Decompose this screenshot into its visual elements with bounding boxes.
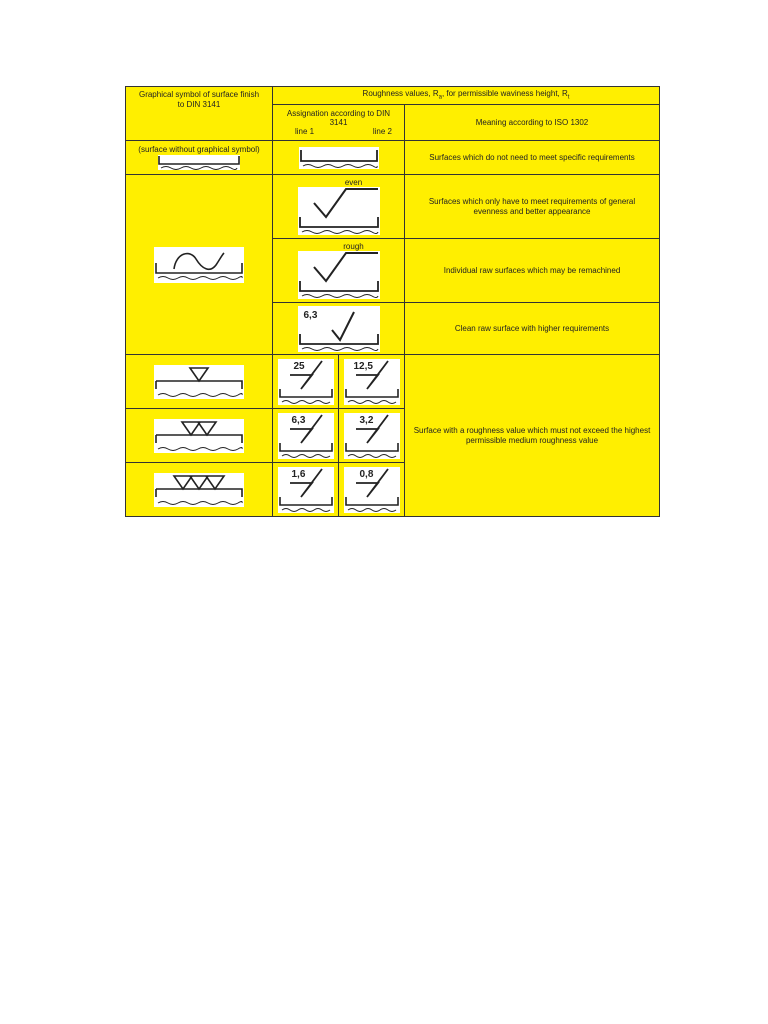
unmachined-symbol-cell — [126, 175, 273, 355]
plain-surface-icon — [158, 155, 240, 170]
r3-meaning: Individual raw surfaces which may be remachined — [405, 239, 660, 303]
r5-line1-value: 25 — [293, 360, 305, 372]
roughness-sub-t: t — [567, 94, 570, 101]
r5-line2-value: 12,5 — [353, 360, 373, 372]
r3-label-rough: rough — [343, 242, 364, 251]
header-graphical-symbol-line1: Graphical symbol of surface finish — [138, 90, 260, 99]
r5-line2-cell — [339, 355, 405, 409]
line-labels — [273, 127, 404, 136]
header-assignation — [273, 105, 405, 141]
surface-finish-table — [125, 86, 660, 517]
line1-label: line 1 — [295, 127, 315, 136]
r2-meaning: Surfaces which only have to meet requirements of general evenness and better appearance — [405, 175, 660, 239]
r1-meaning: Surfaces which do not need to meet specific requirements — [405, 141, 660, 175]
r7-line2-value: 0,8 — [359, 468, 374, 480]
r7-line2-cell — [339, 463, 405, 517]
header-roughness-values — [273, 87, 660, 105]
assignation-line2: 3141 — [329, 118, 348, 127]
r7-line1-cell — [273, 463, 339, 517]
two-triangles-symbol-cell — [126, 409, 273, 463]
header-graphical-symbol-line2: to DIN 3141 — [177, 100, 221, 109]
machined-meaning: Surface with a roughness value which must not exceed the highest permissible medium roughness value — [405, 355, 660, 517]
machined-value-icon — [344, 359, 400, 405]
machined-value-icon — [278, 467, 334, 513]
r4-assignation-cell — [273, 303, 405, 355]
raw-surface-value-icon — [298, 306, 380, 352]
unmachined-surface-icon — [154, 247, 244, 283]
r1-symbol-cell — [126, 141, 273, 175]
roughness-prefix: Roughness values, R — [362, 88, 439, 98]
assignation-line1: Assignation according to DIN — [286, 109, 391, 118]
machined-value-icon — [344, 413, 400, 459]
machined-value-icon — [278, 413, 334, 459]
r2-label-even: even — [344, 178, 363, 187]
r6-line1-cell — [273, 409, 339, 463]
r6-line1-value: 6,3 — [291, 414, 306, 426]
r6-line2-value: 3,2 — [359, 414, 374, 426]
roughness-sub-a: a — [438, 94, 442, 101]
three-triangles-surface-icon — [154, 473, 244, 507]
header-meaning: Meaning according to ISO 1302 — [405, 105, 660, 141]
machined-value-icon — [344, 467, 400, 513]
even-surface-icon — [298, 187, 380, 235]
machined-value-icon — [278, 359, 334, 405]
three-triangles-symbol-cell — [126, 463, 273, 517]
plain-surface-icon — [299, 147, 379, 169]
r7-line1-value: 1,6 — [291, 468, 306, 480]
r2-assignation-cell — [273, 175, 405, 239]
one-triangle-symbol-cell — [126, 355, 273, 409]
r6-line2-cell — [339, 409, 405, 463]
rough-surface-icon — [298, 251, 380, 299]
r5-line1-cell — [273, 355, 339, 409]
roughness-mid: , for permissible waviness height, R — [441, 88, 568, 98]
one-triangle-surface-icon — [154, 365, 244, 399]
r3-assignation-cell — [273, 239, 405, 303]
header-graphical-symbol — [126, 87, 273, 141]
two-triangles-surface-icon — [154, 419, 244, 453]
line2-label: line 2 — [372, 127, 392, 136]
r1-symbol-label: (surface without graphical symbol) — [138, 145, 260, 154]
r4-meaning: Clean raw surface with higher requirements — [405, 303, 660, 355]
r4-value: 6,3 — [303, 309, 318, 321]
r1-assignation-cell — [273, 141, 405, 175]
